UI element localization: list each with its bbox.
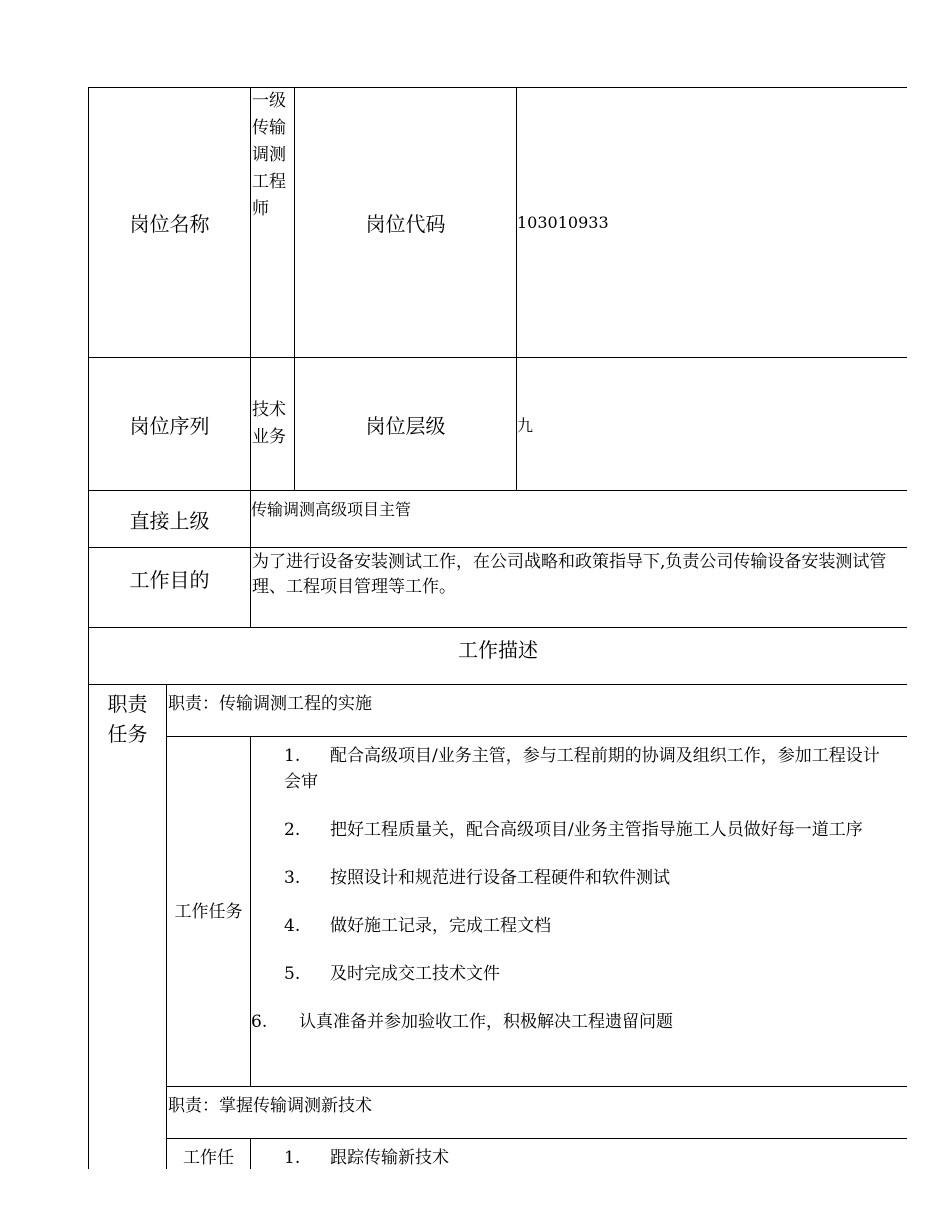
row-duty-2-title (89, 1087, 908, 1139)
label-work-purpose: 工作目的 (89, 548, 251, 628)
row-duty-1-tasks (89, 737, 908, 1087)
label-position-code: 岗位代码 (295, 88, 517, 358)
task-item (284, 1143, 907, 1168)
work-purpose-value: 为了进行设备安装测试工作，在公司战略和政策指导下,负责公司传输设备安装测试管理、工程项目管理等工作。 (251, 548, 908, 628)
position-name-value: 一级传输调测工程师 (251, 88, 295, 358)
task-text: 跟踪传输新技术 (330, 1148, 449, 1168)
label-position-level: 岗位层级 (295, 358, 517, 491)
responsibility-label: 职责任务 (89, 685, 167, 1170)
row-position-series (89, 358, 908, 491)
row-position-name (89, 88, 908, 358)
row-duty-1-title (89, 685, 908, 737)
position-series-value: 技术业务 (251, 358, 295, 491)
row-description-header (89, 628, 908, 685)
task-item (284, 865, 893, 891)
task-text: 把好工程质量关，配合高级项目/业务主管指导施工人员做好每一道工序 (330, 820, 863, 840)
task-text: 做好施工记录，完成工程文档 (330, 916, 551, 936)
position-level-value: 九 (517, 358, 908, 491)
label-position-name: 岗位名称 (89, 88, 251, 358)
job-description-sheet (88, 87, 907, 1169)
label-direct-superior: 直接上级 (89, 491, 251, 548)
duty-1-title: 职责：传输调测工程的实施 (167, 685, 908, 737)
row-direct-superior (89, 491, 908, 548)
row-work-purpose (89, 548, 908, 628)
task-number: 5. (284, 964, 301, 984)
task-number: 4. (284, 916, 301, 936)
task-item (251, 1009, 893, 1035)
task-number: 1. (284, 1148, 301, 1168)
duty-2-task-label: 工作任 (167, 1139, 251, 1170)
position-code-value: 103010933 (517, 88, 908, 358)
task-item (284, 961, 893, 987)
task-text: 及时完成交工技术文件 (330, 964, 500, 984)
work-description-header: 工作描述 (89, 628, 908, 685)
duty-1-task-label: 工作任务 (167, 737, 251, 1087)
task-number: 6. (251, 1012, 268, 1032)
job-table (88, 87, 907, 1169)
task-item (284, 743, 893, 795)
task-text: 按照设计和规范进行设备工程硬件和软件测试 (330, 868, 670, 888)
task-item (284, 913, 893, 939)
task-text: 认真准备并参加验收工作，积极解决工程遗留问题 (299, 1012, 673, 1032)
row-duty-2-tasks (89, 1139, 908, 1170)
task-number: 1. (284, 746, 301, 766)
label-position-series: 岗位序列 (89, 358, 251, 491)
duty-2-title: 职责：掌握传输调测新技术 (167, 1087, 908, 1139)
task-text: 配合高级项目/业务主管，参与工程前期的协调及组织工作，参加工程设计会审 (284, 746, 880, 792)
duty-2-task-list (251, 1139, 908, 1170)
direct-superior-value: 传输调测高级项目主管 (251, 491, 908, 548)
task-number: 2. (284, 820, 301, 840)
task-item (284, 817, 893, 843)
task-number: 3. (284, 868, 301, 888)
duty-1-task-list (251, 737, 908, 1087)
